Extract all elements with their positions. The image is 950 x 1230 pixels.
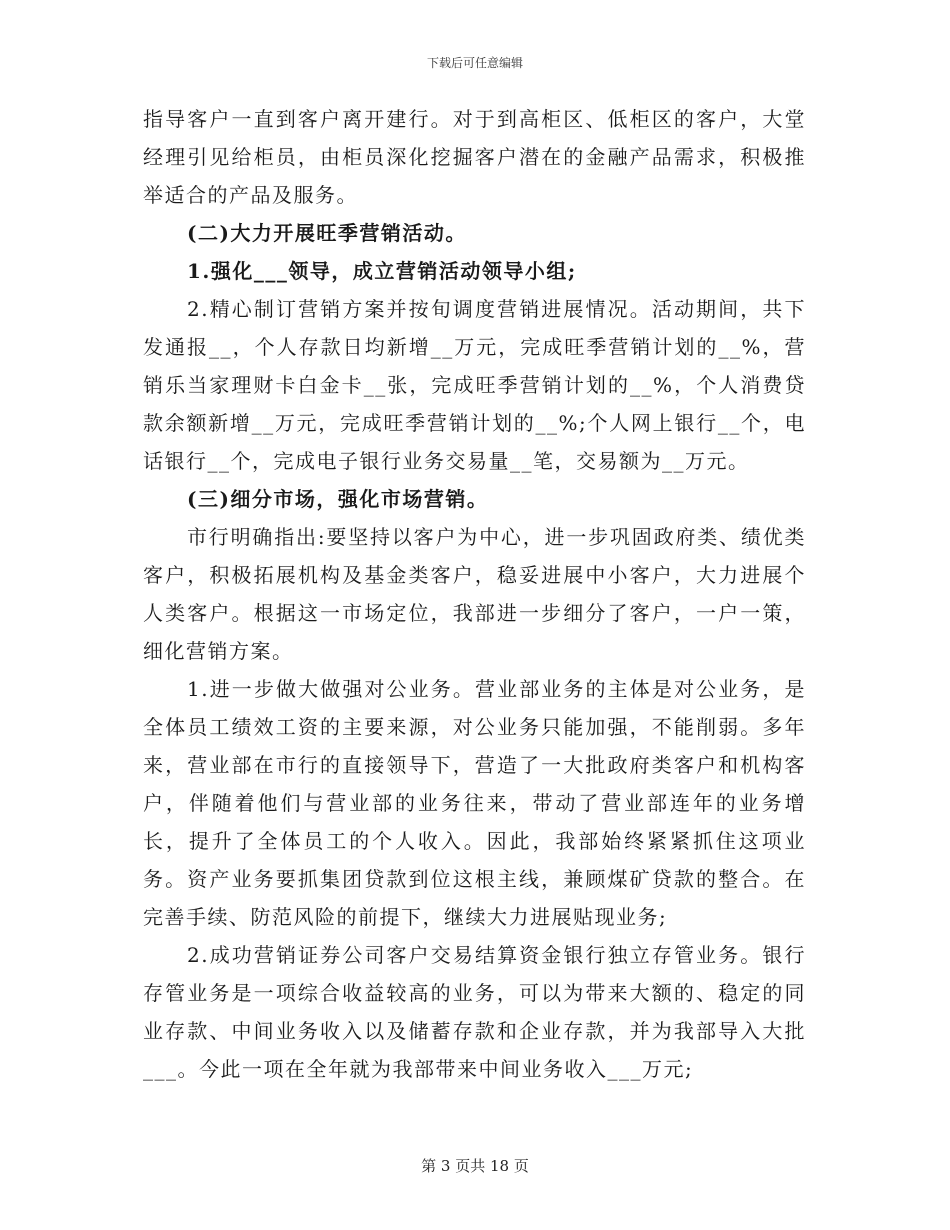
subheading-strengthen-leadership: 1.强化___领导，成立营销活动领导小组;	[187, 259, 577, 283]
paragraph-marketing-plan: 2.精心制订营销方案并按旬调度营销进展情况。活动期间，共下发通报__，个人存款日均新增__万元，完成旺季营销计划的__%，营销乐当家理财卡白金卡__张，完成旺季营销计划的__%，个人消费贷款余额新增__万元，完成旺季营销计划的__%;个人网上银行__个，电话银行__个，完成电子银行业务交易量__笔，交易额为__万元。	[143, 297, 806, 473]
section-heading-3: (三)细分市场，强化市场营销。	[187, 487, 489, 511]
page-number: 第 3 页共 18 页	[421, 1157, 529, 1175]
paragraph-corporate-business: 1.进一步做大做强对公业务。营业部业务的主体是对公业务，是全体员工绩效工资的主要来源，对公业务只能加强，不能削弱。多年来，营业部在市行的直接领导下，营造了一大批政府类客户和机构客户，伴随着他们与营业部的业务往来，带动了营业部连年的业务增长，提升了全体员工的个人收入。因此，我部始终紧紧抓住这项业务。资产业务要抓集团贷款到位这根主线，兼顾煤矿贷款的整合。在完善手续、防范风险的前提下，继续大力进展贴现业务;	[143, 677, 806, 929]
paragraph-market-positioning: 市行明确指出:要坚持以客户为中心，进一步巩固政府类、绩优类客户，积极拓展机构及基金类客户，稳妥进展中小客户，大力进展个人类客户。根据这一市场定位，我部进一步细分了客户，一户一策，细化营销方案。	[143, 525, 806, 663]
page-header-note: 下载后可任意编辑	[426, 56, 523, 70]
paragraph-1: 指导客户一直到客户离开建行。对于到高柜区、低柜区的客户，大堂经理引见给柜员，由柜员深化挖掘客户潜在的金融产品需求，积极推举适合的产品及服务。	[143, 107, 806, 207]
paragraph-securities-custody: 2.成功营销证券公司客户交易结算资金银行独立存管业务。银行存管业务是一项综合收益较高的业务，可以为带来大额的、稳定的同业存款、中间业务收入以及储蓄存款和企业存款，并为我部导入大批___。今此一项在全年就为我部带来中间业务收入___万元;	[143, 943, 806, 1081]
document-body	[143, 100, 806, 1088]
section-heading-2: (二)大力开展旺季营销活动。	[187, 221, 467, 245]
